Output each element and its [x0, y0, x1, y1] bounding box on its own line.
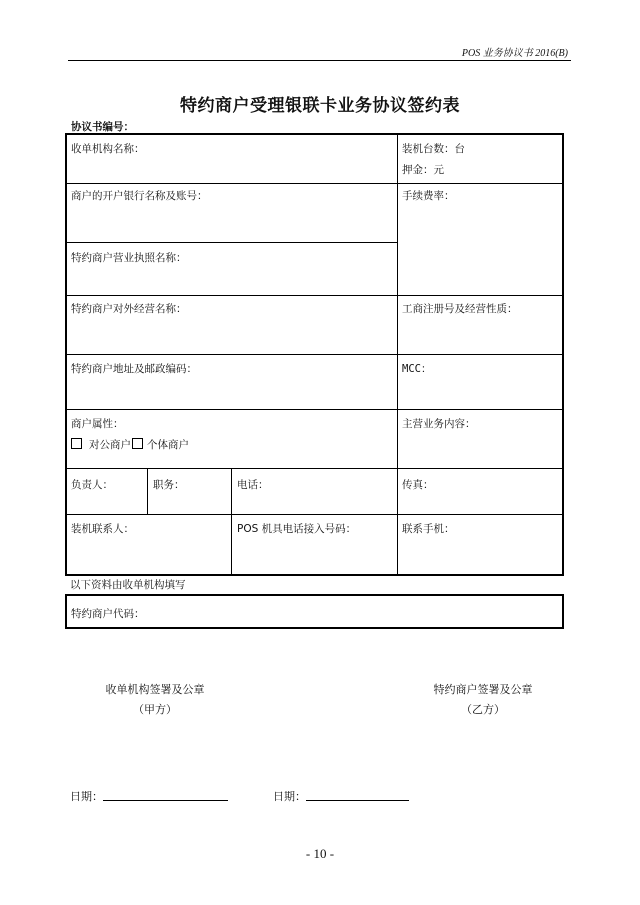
merchant-attribute-label: 商户属性：: [71, 418, 124, 430]
table-border-top: [65, 133, 564, 135]
acquirer-name-field[interactable]: 收单机构名称：: [71, 143, 145, 155]
party-b-role: （乙方）: [461, 703, 505, 716]
row-divider: [65, 183, 564, 184]
registration-number-field[interactable]: 工商注册号及经营性质：: [402, 303, 518, 315]
party-b-signature-title: 特约商户签署及公章: [433, 683, 533, 696]
agreement-number-label: 协议书编号：: [71, 121, 134, 133]
column-divider: [231, 468, 232, 514]
row-divider: [65, 409, 564, 410]
page-title: 特约商户受理银联卡业务协议签约表: [180, 96, 460, 116]
party-b-date-label: 日期：: [273, 790, 306, 803]
row-divider: [65, 242, 397, 243]
business-name-field[interactable]: 特约商户对外经营名称：: [71, 303, 187, 315]
main-business-field[interactable]: 主营业务内容：: [402, 418, 476, 430]
corporate-option-label: 对公商户: [89, 439, 131, 451]
table-border-bottom: [65, 574, 564, 576]
license-name-field[interactable]: 特约商户营业执照名称：: [71, 252, 187, 264]
fax-field[interactable]: 传真：: [402, 479, 434, 491]
deposit-field[interactable]: 押金：元: [402, 164, 444, 176]
corporate-checkbox[interactable]: [71, 438, 82, 449]
person-in-charge-field[interactable]: 负责人：: [71, 479, 113, 491]
acquirer-fill-note: 以下资料由收单机构填写: [70, 579, 186, 591]
page-number: - 10 -: [305, 846, 335, 861]
phone-field[interactable]: 电话：: [237, 479, 269, 491]
contact-mobile-field[interactable]: 联系手机：: [402, 523, 455, 535]
bank-account-field[interactable]: 商户的开户银行名称及账号：: [71, 190, 208, 202]
table-border-left: [65, 594, 67, 629]
address-field[interactable]: 特约商户地址及邮政编码：: [71, 363, 197, 375]
column-divider: [231, 514, 232, 575]
mcc-field[interactable]: MCC：: [402, 363, 432, 375]
party-b-date-line[interactable]: [306, 800, 409, 801]
row-divider: [65, 468, 564, 469]
running-header: POS 业务协议书 2016(B): [461, 48, 568, 59]
table-border-right: [562, 594, 564, 629]
row-divider: [65, 354, 564, 355]
row-divider: [65, 514, 564, 515]
table-border-bottom: [65, 627, 564, 629]
column-divider: [147, 468, 148, 514]
individual-checkbox[interactable]: [132, 438, 143, 449]
fee-rate-field[interactable]: 手续费率：: [402, 190, 455, 202]
table-border-top: [65, 594, 564, 596]
installation-contact-field[interactable]: 装机联系人：: [71, 523, 134, 535]
party-a-signature-title: 收单机构签署及公章: [105, 683, 205, 696]
terminal-count-field[interactable]: 装机台数：台: [402, 143, 465, 155]
row-divider: [65, 295, 564, 296]
position-field[interactable]: 职务：: [153, 479, 185, 491]
individual-option-label: 个体商户: [147, 439, 189, 451]
party-a-date-line[interactable]: [103, 800, 228, 801]
party-a-date-label: 日期：: [70, 790, 103, 803]
merchant-code-field[interactable]: 特约商户代码：: [71, 608, 145, 620]
party-a-role: （甲方）: [133, 703, 177, 716]
header-rule: [68, 60, 571, 61]
merchant-attribute-options: [71, 438, 189, 452]
pos-line-number-field[interactable]: POS 机具电话接入号码：: [237, 523, 357, 535]
